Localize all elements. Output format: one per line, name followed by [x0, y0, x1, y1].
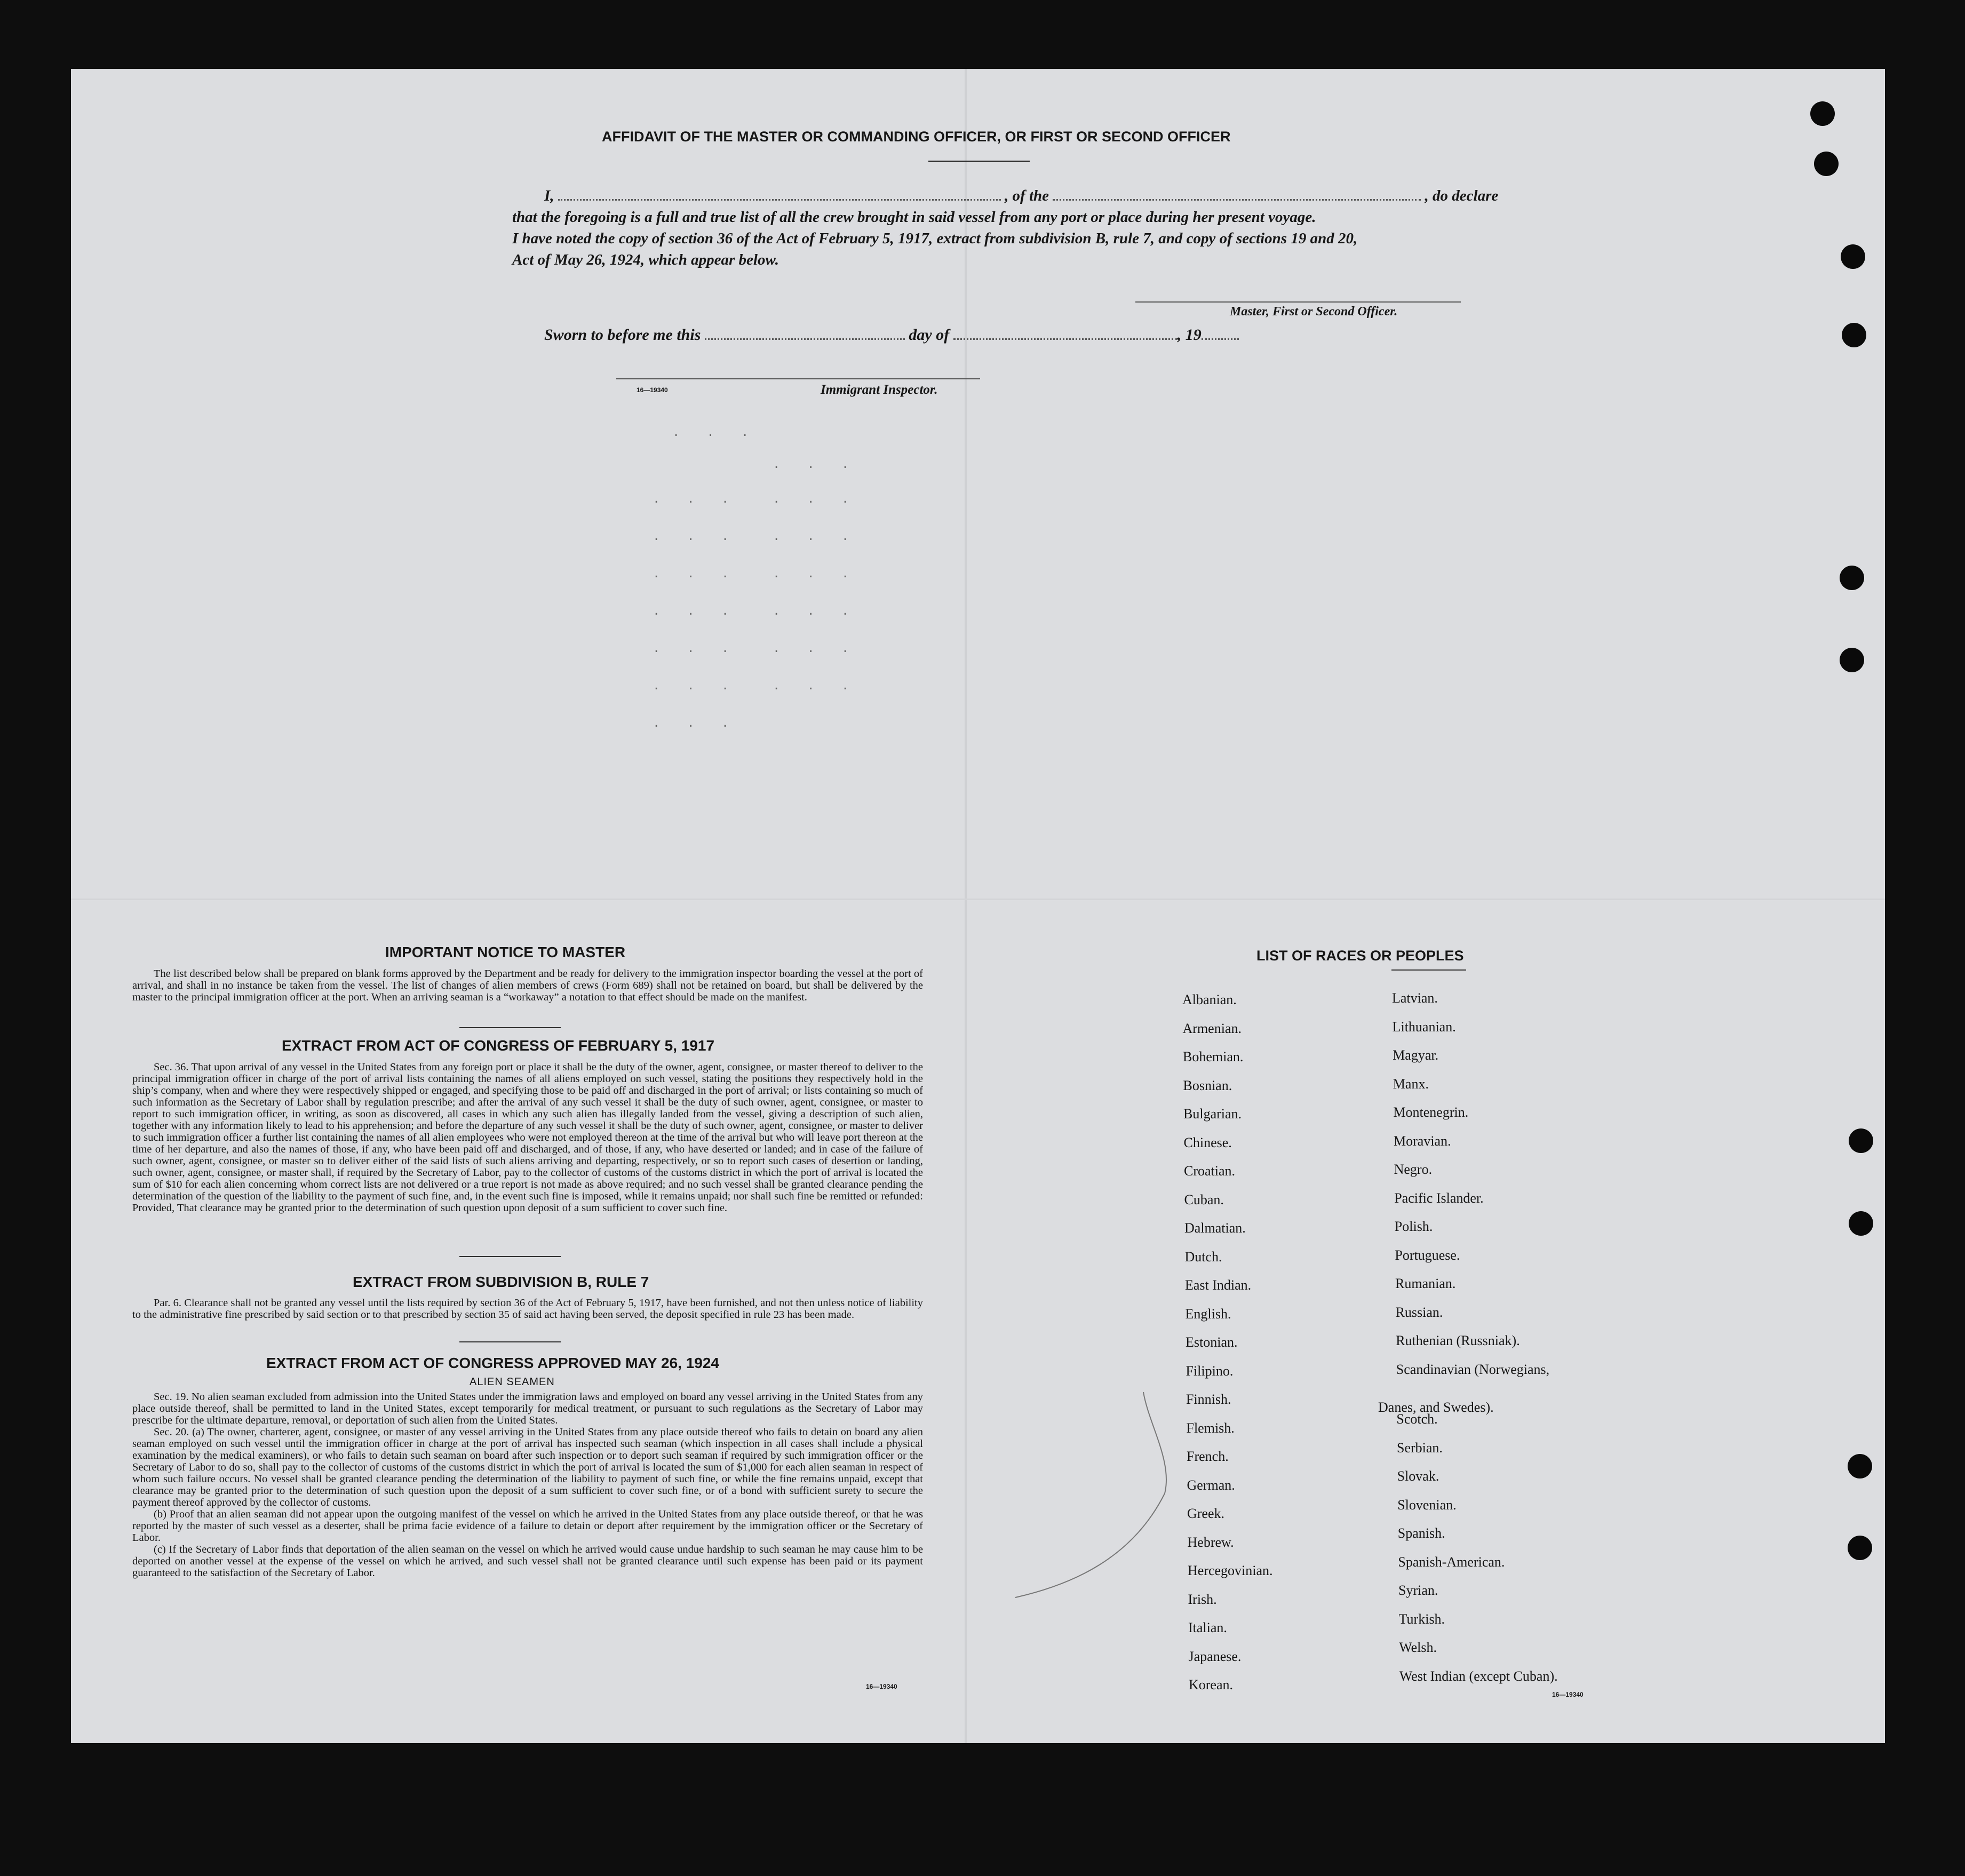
year-label: , 19 [1177, 326, 1202, 344]
faint-guide-row: . . . [654, 714, 741, 730]
races-form-number: 16—19340 [1552, 1691, 1584, 1698]
race-item: Hebrew. [1187, 1534, 1234, 1550]
race-item: Manx. [1393, 1076, 1429, 1092]
faint-guide-row: . . . [774, 565, 861, 581]
race-item: Syrian. [1398, 1583, 1438, 1598]
notice-block [132, 968, 923, 1003]
race-item: English. [1185, 1306, 1231, 1322]
race-item: Spanish-American. [1398, 1554, 1505, 1570]
faint-guide-row: . . . [654, 528, 741, 544]
binder-hole [1849, 1128, 1873, 1153]
race-item: Greek. [1187, 1506, 1225, 1521]
race-item: Finnish. [1186, 1392, 1231, 1407]
affidavit-title-underline [928, 161, 1030, 162]
race-item: Serbian. [1397, 1440, 1443, 1456]
race-item: Moravian. [1394, 1133, 1451, 1149]
extract-1924-form-number: 16—19340 [866, 1683, 897, 1690]
form-sheet [71, 69, 1885, 1743]
extract-1917-block [132, 1061, 923, 1214]
race-item: Scotch. [1396, 1411, 1438, 1427]
affidavit-line-1 [512, 187, 1499, 205]
extract-1917-body: Sec. 36. That upon arrival of any vessel in the United States from any foreign port or place it shall be the duty of the owner, agent, consignee, or master thereof to deliver to the principal immigration officer in charge of the port of arrival lists containing the names of all aliens employed on such vessel, stating the positions they respectively hold in the ship’s company, when and where they were respectively shipped or engaged, and specifying those to be paid off and discharged in the port of arrival; or lists containing so much of such information as the Secretary of Labor shall by regulation prescribe; and after the arrival of any such vessel it shall be the duty of such owner, agent, consignee, or master to report to such immigration officer, in writing, as soon as discovered, all cases in which any such alien has illegally landed from the vessel, giving a description of such alien, together with any information likely to lead to his apprehension; and before the departure of any such vessel it shall be the duty of such owner, agent, consignee, or master to deliver to such immigration officer a further list containing the names of all alien employees who were not employed thereon at the time of the arrival but who will leave port thereon at the time of her departure, and also the names of those, if any, who have been paid off and discharged, and of those, if any, who have deserted or landed; and in case of the failure of such owner, agent, consignee, or master so to deliver either of the said lists of such aliens arriving and departing, respectively, or so to report such cases of desertion or landing, such owner, agent, consignee, or master shall, if required by the Secretary of Labor, pay to the collector of customs of the customs district in which the port of arrival is located the sum of $10 for each alien concerning whom correct lists are not delivered or a true report is not made as above required; and no such vessel shall be granted clearance pending the determination of the question of the liability to the payment of such fine, and, in the event such fine is imposed, while it remains unpaid; nor shall such fine be remitted or refunded: Provided, That clearance may be granted prior to the determination of such question upon deposit of a sum sufficient to cover such fine. [132, 1061, 923, 1214]
extract-1924-subtitle: ALIEN SEAMEN [470, 1376, 555, 1388]
races-title-underline [1391, 969, 1466, 971]
affidavit-line-3: I have noted the copy of section 36 of the Act of February 5, 1917, extract from subdivision B, rule 7, and copy of sections 19 and 20, [512, 230, 1358, 247]
affidavit-line-2: that the foregoing is a full and true list of all the crew brought in said vessel from any port or place during her present voyage. [512, 209, 1316, 226]
extract-1917-divider [459, 1256, 561, 1257]
notice-body: The list described below shall be prepared on blank forms approved by the Department and be ready for delivery to the immigration inspector boarding the vessel at the port of arrival, and shall in no instance be taken from the vessel. The list of changes of alien members of crews (Form 689) shall not be retained on board, but shall be delivered by the master to the principal immigration officer at the port. When an arriving seaman is a “workaway” a notation to that effect should be made on the manifest. [132, 968, 923, 1003]
race-item: East Indian. [1185, 1277, 1252, 1293]
race-item: Russian. [1395, 1304, 1443, 1320]
extract-rule7-body: Par. 6. Clearance shall not be granted any vessel until the lists required by section 36 of the Act of February 5, 1917, have been furnished, and not then unless notice of liability to the administrative fine prescribed by said section or to that prescribed by section 35 of said act having been served, the deposit specified in rule 23 has been made. [132, 1297, 923, 1321]
race-item: Polish. [1394, 1219, 1433, 1234]
race-scandinavian-continued: Danes, and Swedes). [1378, 1400, 1494, 1415]
faint-guide-row: . . . [654, 602, 741, 618]
extract-1924-sec20b: (b) Proof that an alien seaman did not appear upon the outgoing manifest of the vessel on which he arrived in the United States from any place outside thereof, or that he was reported by the master of such vessel as a deserter, shall be prima facie evidence of a failure to detain or deport after requirement by the immigration officer or the Secretary of Labor. [132, 1508, 923, 1544]
race-item: Italian. [1188, 1620, 1227, 1635]
race-item: Slovak. [1397, 1468, 1439, 1484]
master-name-field[interactable] [558, 194, 1001, 201]
master-signature-line[interactable] [1135, 301, 1461, 303]
fold-line-vertical [965, 69, 967, 1743]
race-item: Armenian. [1182, 1020, 1242, 1036]
extract-1924-sec20a: Sec. 20. (a) The owner, charterer, agent, consignee, or master of any vessel arriving in the United States from any place outside thereof who fails to detain on board any alien seaman employed on such vessel until the immigration officer in charge at the port of arrival has inspected such seaman (which inspection in all cases shall include a physical examination by the medical examiners), or who fails to detain such seaman on board after such inspection or to deport such seaman if required by such immigration officer or the Secretary of Labor to do so, shall pay to the collector of customs of the customs district in which the port of arrival is located the sum of $1,000 for each alien seaman in respect of whom such failure occurs. No vessel shall be granted clearance pending the determination of the liability to payment of such fine, or while the fine remains unpaid, except that clearance may be granted prior to the determination of such question upon the deposit of a sum sufficient to cover such fine, or of a bond with sufficient surety to secure the payment thereof approved by the collector of customs. [132, 1426, 923, 1508]
faint-guide-row: . . . [654, 677, 741, 693]
extract-1924-sec19: Sec. 19. No alien seaman excluded from admission into the United States under the immigration laws and employed on board any vessel arriving in the United States from any place outside thereof, shall be permitted to land in the United States, except temporarily for medical treatment, or pursuant to such regulations as the Secretary of Labor may prescribe for the ultimate departure, removal, or deportation of such alien from the United States. [132, 1391, 923, 1426]
race-item: French. [1187, 1449, 1229, 1464]
race-item: Latvian. [1392, 990, 1438, 1006]
binder-hole [1814, 152, 1839, 176]
of-the-label: , of the [1005, 187, 1049, 204]
binder-hole [1810, 101, 1835, 126]
race-item: Bulgarian. [1183, 1106, 1242, 1122]
race-item: Pacific Islander. [1394, 1190, 1484, 1206]
notice-title: IMPORTANT NOTICE TO MASTER [385, 944, 626, 960]
sworn-year-field[interactable] [1202, 333, 1239, 340]
race-item: German. [1187, 1477, 1235, 1493]
race-item: Korean. [1189, 1677, 1234, 1692]
vessel-name-field[interactable] [1053, 194, 1421, 201]
race-item: Dalmatian. [1184, 1220, 1246, 1236]
pencil-mark [1010, 1387, 1181, 1600]
faint-guide-row: . . . [774, 640, 861, 656]
race-item: Slovenian. [1397, 1497, 1457, 1513]
race-item: Ruthenian (Russniak). [1396, 1333, 1520, 1348]
race-item: Estonian. [1186, 1334, 1238, 1350]
inspector-signature-line[interactable] [616, 378, 980, 379]
race-item: Montenegrin. [1393, 1104, 1469, 1120]
sworn-line [512, 326, 1239, 344]
races-title: LIST OF RACES OR PEOPLES [1256, 948, 1464, 964]
race-item: Filipino. [1186, 1363, 1234, 1379]
binder-hole [1848, 1536, 1872, 1560]
race-item: Chinese. [1183, 1134, 1232, 1150]
binder-hole [1842, 323, 1866, 347]
faint-guide-row: . . . [774, 456, 861, 472]
race-item: Croatian. [1184, 1163, 1236, 1179]
race-item: Dutch. [1184, 1249, 1222, 1265]
binder-hole [1849, 1211, 1873, 1236]
extract-1924-title: EXTRACT FROM ACT OF CONGRESS APPROVED MAY 26, 1924 [266, 1355, 719, 1371]
extract-rule7-title: EXTRACT FROM SUBDIVISION B, RULE 7 [353, 1274, 649, 1290]
race-item: Cuban. [1184, 1191, 1224, 1207]
faint-guide-row: . . . [654, 640, 741, 656]
binder-hole [1848, 1454, 1872, 1478]
affidavit-form-number: 16—19340 [637, 386, 668, 394]
extract-1917-title: EXTRACT FROM ACT OF CONGRESS OF FEBRUARY 5, 1917 [282, 1037, 715, 1054]
race-item: Hercegovinian. [1188, 1563, 1273, 1578]
faint-guide-row: . . . [654, 490, 741, 506]
race-item: Portuguese. [1395, 1247, 1460, 1263]
extract-rule7-divider [459, 1341, 561, 1342]
binder-hole [1840, 566, 1864, 590]
faint-guide-row: . . . [774, 677, 861, 693]
day-of-label: day of [909, 326, 950, 344]
faint-guide-row: . . . [774, 602, 861, 618]
race-item: Magyar. [1393, 1047, 1439, 1063]
extract-1924-sec20c: (c) If the Secretary of Labor finds that deportation of the alien seaman on the vessel on which he arrived would cause undue hardship to such seaman he may cause him to be deported on another vessel at the expense of the vessel on which he arrived, and such vessel shall not be granted clearance until such expense has been paid or its payment guaranteed to the satisfaction of the Secretary of Labor. [132, 1544, 923, 1579]
faint-guide-row: . . . [774, 490, 861, 506]
race-item: Welsh. [1399, 1640, 1437, 1655]
race-item: Spanish. [1397, 1525, 1445, 1541]
binder-hole [1840, 648, 1864, 672]
race-item: West Indian (except Cuban). [1399, 1668, 1558, 1684]
faint-guide-row: . . . [774, 528, 861, 544]
extract-rule7-block [132, 1297, 923, 1321]
sworn-day-field[interactable] [705, 333, 905, 340]
race-item: Turkish. [1398, 1611, 1445, 1627]
race-item: Rumanian. [1395, 1276, 1456, 1291]
do-declare-label: , do declare [1425, 187, 1499, 204]
race-item: Albanian. [1182, 992, 1237, 1007]
race-item: Bosnian. [1183, 1077, 1232, 1093]
faint-guide-row: . . . [654, 565, 741, 581]
affidavit-i-label: I, [544, 187, 554, 204]
race-item: Negro. [1394, 1162, 1433, 1177]
race-item: Irish. [1188, 1591, 1217, 1607]
master-signature-label: Master, First or Second Officer. [1230, 305, 1398, 319]
notice-divider [459, 1027, 561, 1028]
affidavit-title: AFFIDAVIT OF THE MASTER OR COMMANDING OFFICER, OR FIRST OR SECOND OFFICER [602, 129, 1231, 145]
inspector-signature-label: Immigrant Inspector. [821, 383, 938, 397]
sworn-month-field[interactable] [953, 333, 1178, 340]
fold-line-horizontal [71, 899, 1885, 900]
extract-1924-block [132, 1391, 923, 1579]
race-item: Lithuanian. [1392, 1019, 1456, 1035]
faint-guide-row: . . . [674, 424, 760, 440]
sworn-label: Sworn to before me this [544, 326, 701, 344]
binder-hole [1841, 244, 1865, 269]
race-item: Japanese. [1188, 1648, 1242, 1664]
race-item: Scandinavian (Norwegians, [1396, 1361, 1550, 1377]
race-item: Flemish. [1186, 1420, 1235, 1436]
race-item: Bohemian. [1183, 1049, 1244, 1064]
affidavit-line-4: Act of May 26, 1924, which appear below. [512, 251, 779, 268]
